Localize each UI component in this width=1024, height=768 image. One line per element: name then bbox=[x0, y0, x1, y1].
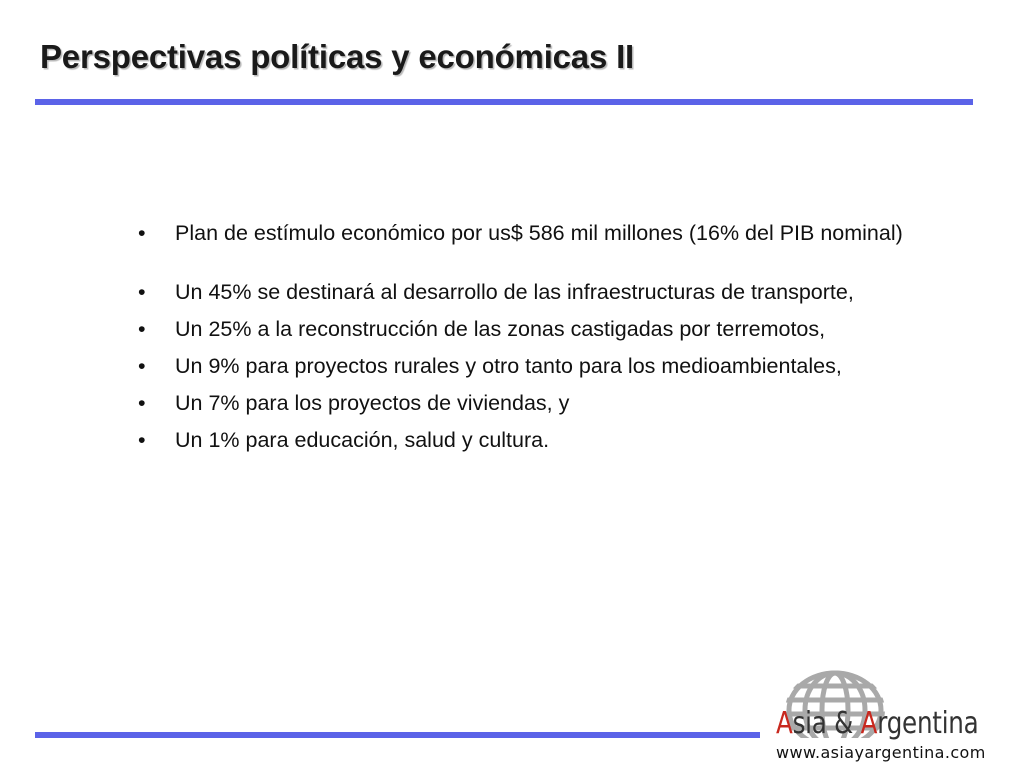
bullet-text: Plan de estímulo económico por us$ 586 mil millones (16% del PIB nominal) bbox=[175, 221, 903, 245]
bullet-item bbox=[135, 218, 915, 249]
website-url: www.asiayargentina.com bbox=[776, 743, 986, 762]
logo-word: sia & bbox=[792, 706, 861, 741]
bullet-text: Un 45% se destinará al desarrollo de las infraestructuras de transporte, bbox=[175, 280, 854, 304]
bullet-marker: • bbox=[138, 391, 146, 415]
slide-title: Perspectivas políticas y económicas II bbox=[40, 38, 635, 75]
bullet-item bbox=[135, 388, 915, 419]
bullet-item bbox=[135, 314, 915, 345]
top-divider bbox=[35, 99, 973, 105]
bottom-divider bbox=[35, 732, 760, 738]
logo-letter: A bbox=[776, 706, 793, 741]
bullet-item bbox=[135, 425, 915, 456]
bullet-marker: • bbox=[138, 280, 146, 304]
bullet-marker: • bbox=[138, 354, 146, 378]
bullet-item bbox=[135, 277, 915, 308]
logo-wordmark bbox=[776, 706, 978, 741]
bullet-text: Un 9% para proyectos rurales y otro tanto para los medioambientales, bbox=[175, 354, 842, 378]
bullet-text: Un 25% a la reconstrucción de las zonas castigadas por terremotos, bbox=[175, 317, 826, 341]
logo-letter: A bbox=[860, 706, 878, 741]
bullet-marker: • bbox=[138, 428, 146, 452]
bullet-marker: • bbox=[138, 221, 146, 245]
asia-argentina-logo bbox=[772, 668, 984, 744]
bullet-marker: • bbox=[138, 317, 146, 341]
bullet-text: Un 1% para educación, salud y cultura. bbox=[175, 428, 550, 452]
bullet-text: Un 7% para los proyectos de viviendas, y bbox=[175, 391, 570, 415]
logo-word: rgentina bbox=[877, 706, 979, 741]
bullet-list bbox=[135, 218, 915, 462]
bullet-item bbox=[135, 351, 915, 382]
